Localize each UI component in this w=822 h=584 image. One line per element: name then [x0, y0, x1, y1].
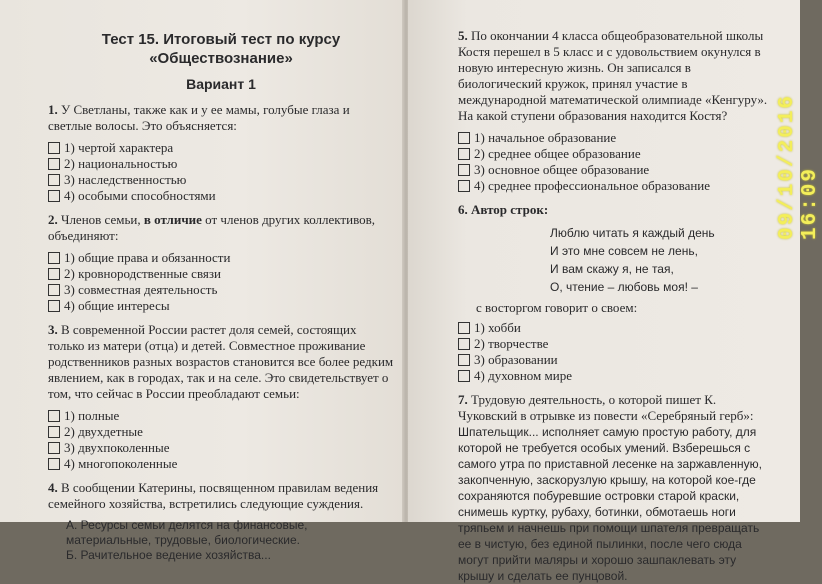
option-label: 2) национальностью — [64, 156, 178, 171]
option-label: 1) полные — [64, 408, 120, 423]
option-label: 2) среднее общее образование — [474, 146, 641, 161]
option-label: 2) творчестве — [474, 336, 549, 351]
question-6-options — [458, 320, 772, 384]
answer-option[interactable] — [458, 320, 772, 336]
option-label: 1) чертой характера — [64, 140, 174, 155]
question-number: 4. — [48, 480, 58, 495]
quote-text: Шпательщик... исполняет самую простую работу, для которой не требуется особых умений. Взберешься с самого утра по приставной лесенке на заржавленную, закопченную, заскорузлую крышу, на которой кое-где сохраняются побуревшие островки старой краски, снимешь куртку, рубаху, ботинки, обмотаешь ноги тряпьем и начнешь при помощи шпателя превращать ее в чистую, без единой пылинки, после чего сюда могут прийти маляры и хорошо зашпаклевать эту крышу и сделать ее пунцовой. — [458, 425, 762, 583]
question-text: В современной России растет доля семей, состоящих только из матери (отца) и детей. Совместное проживание родственников разных возрастов становится все более редким явлением, как в городах, так и на селе. Это свидетельствует о том, что сейчас в России преобладают семьи: — [48, 322, 394, 401]
option-label: 4) среднее профессиональное образование — [474, 178, 711, 193]
checkbox[interactable] — [48, 174, 60, 186]
question-4 — [48, 480, 394, 512]
left-page — [0, 0, 404, 562]
checkbox[interactable] — [48, 142, 60, 154]
question-1-options — [48, 140, 394, 204]
answer-option[interactable] — [48, 282, 394, 298]
question-number: 6. — [458, 202, 468, 217]
checkbox[interactable] — [458, 354, 470, 366]
option-label: 4) многопоколенные — [64, 456, 178, 471]
question-2-options — [48, 250, 394, 314]
poem-line: И это мне совсем не лень, — [550, 244, 698, 258]
checkbox[interactable] — [458, 180, 470, 192]
question-3-options — [48, 408, 394, 472]
answer-option[interactable] — [48, 424, 394, 440]
option-label: 2) кровнородственные связи — [64, 266, 221, 281]
checkbox[interactable] — [458, 164, 470, 176]
question-3 — [48, 322, 394, 402]
poem — [550, 224, 772, 296]
answer-option[interactable] — [48, 440, 394, 456]
question-text: Автор строк: — [471, 202, 549, 217]
option-label: 1) хобби — [474, 320, 521, 335]
option-label: 4) духовном мире — [474, 368, 572, 383]
question-text-after: от членов других коллективов, объединяют: — [48, 212, 376, 243]
checkbox[interactable] — [48, 458, 60, 470]
checkbox[interactable] — [458, 370, 470, 382]
judgement-b: Б. Рачительное ведение хозяйства... — [66, 548, 271, 562]
answer-option[interactable] — [458, 336, 772, 352]
option-label: 4) особыми способностями — [64, 188, 216, 203]
test-title — [48, 30, 394, 68]
question-text-emphasis: в отличие — [143, 212, 202, 227]
option-label: 3) совместная деятельность — [64, 282, 218, 297]
answer-option[interactable] — [458, 146, 772, 162]
variant-heading: Вариант 1 — [186, 76, 256, 92]
checkbox[interactable] — [48, 252, 60, 264]
poem-line: О, чтение – любовь моя! – — [550, 280, 698, 294]
option-label: 4) общие интересы — [64, 298, 170, 313]
checkbox[interactable] — [48, 426, 60, 438]
question-2 — [48, 212, 394, 244]
answer-option[interactable] — [458, 162, 772, 178]
checkbox[interactable] — [48, 300, 60, 312]
checkbox[interactable] — [48, 190, 60, 202]
test-title-line1: Тест 15. Итоговый тест по курсу — [101, 31, 341, 48]
checkbox[interactable] — [48, 268, 60, 280]
question-number: 2. — [48, 212, 58, 227]
checkbox[interactable] — [48, 442, 60, 454]
answer-option[interactable] — [48, 172, 394, 188]
checkbox[interactable] — [48, 158, 60, 170]
option-label: 1) начальное образование — [474, 130, 617, 145]
question-number: 7. — [458, 392, 468, 407]
date-stamp: 09/10/2016 16:09 — [776, 93, 822, 240]
answer-option[interactable] — [48, 298, 394, 314]
checkbox[interactable] — [48, 410, 60, 422]
option-label: 3) наследственностью — [64, 172, 187, 187]
answer-option[interactable] — [48, 250, 394, 266]
poem-line: И вам скажу я, не тая, — [550, 262, 674, 276]
option-label: 2) двухдетные — [64, 424, 143, 439]
answer-option[interactable] — [48, 408, 394, 424]
question-text: У Светланы, также как и у ее мамы, голубые глаза и светлые волосы. Это объясняется: — [48, 102, 350, 133]
question-text: По окончании 4 класса общеобразовательной школы Костя перешел в 5 класс и с удовольствием окунулся в новую интересную жизнь. Он записался в биологический кружок, принял участие в международной математической олимпиаде «Кенгуру». На какой ступени образования находится Костя? — [458, 28, 768, 123]
judgement-a: А. Ресурсы семьи делятся на финансовые, материальные, трудовые, биологические. — [66, 518, 308, 547]
question-6 — [458, 202, 772, 218]
checkbox[interactable] — [458, 338, 470, 350]
right-page — [408, 0, 822, 583]
poem-line: Люблю читать я каждый день — [550, 226, 715, 240]
question-number: 5. — [458, 28, 468, 43]
question-7 — [458, 392, 772, 584]
question-1 — [48, 102, 394, 134]
question-text-before: Членов семьи, — [61, 212, 141, 227]
option-label: 3) образовании — [474, 352, 558, 367]
option-label: 3) основное общее образование — [474, 162, 650, 177]
checkbox[interactable] — [458, 132, 470, 144]
question-text: Трудовую деятельность, о которой пишет К. Чуковский в отрывке из повести «Серебряный герб»: — [458, 392, 754, 423]
answer-option[interactable] — [458, 368, 772, 384]
question-5-options — [458, 130, 772, 194]
answer-option[interactable] — [48, 266, 394, 282]
test-title-line2: «Обществознание» — [149, 50, 293, 67]
answer-option[interactable] — [458, 130, 772, 146]
question-number: 1. — [48, 102, 58, 117]
question-6-tail: с восторгом говорит о своем: — [476, 300, 638, 315]
answer-option[interactable] — [48, 188, 394, 204]
answer-option[interactable] — [48, 140, 394, 156]
checkbox[interactable] — [458, 322, 470, 334]
answer-option[interactable] — [458, 352, 772, 368]
question-5 — [458, 28, 772, 124]
checkbox[interactable] — [48, 284, 60, 296]
answer-option[interactable] — [48, 156, 394, 172]
option-label: 1) общие права и обязанности — [64, 250, 231, 265]
option-label: 3) двухпоколенные — [64, 440, 170, 455]
checkbox[interactable] — [458, 148, 470, 160]
answer-option[interactable] — [48, 456, 394, 472]
answer-option[interactable] — [458, 178, 772, 194]
question-number: 3. — [48, 322, 58, 337]
question-text: В сообщении Катерины, посвященном правилам ведения семейного хозяйства, встретились следующие суждения. — [48, 480, 379, 511]
